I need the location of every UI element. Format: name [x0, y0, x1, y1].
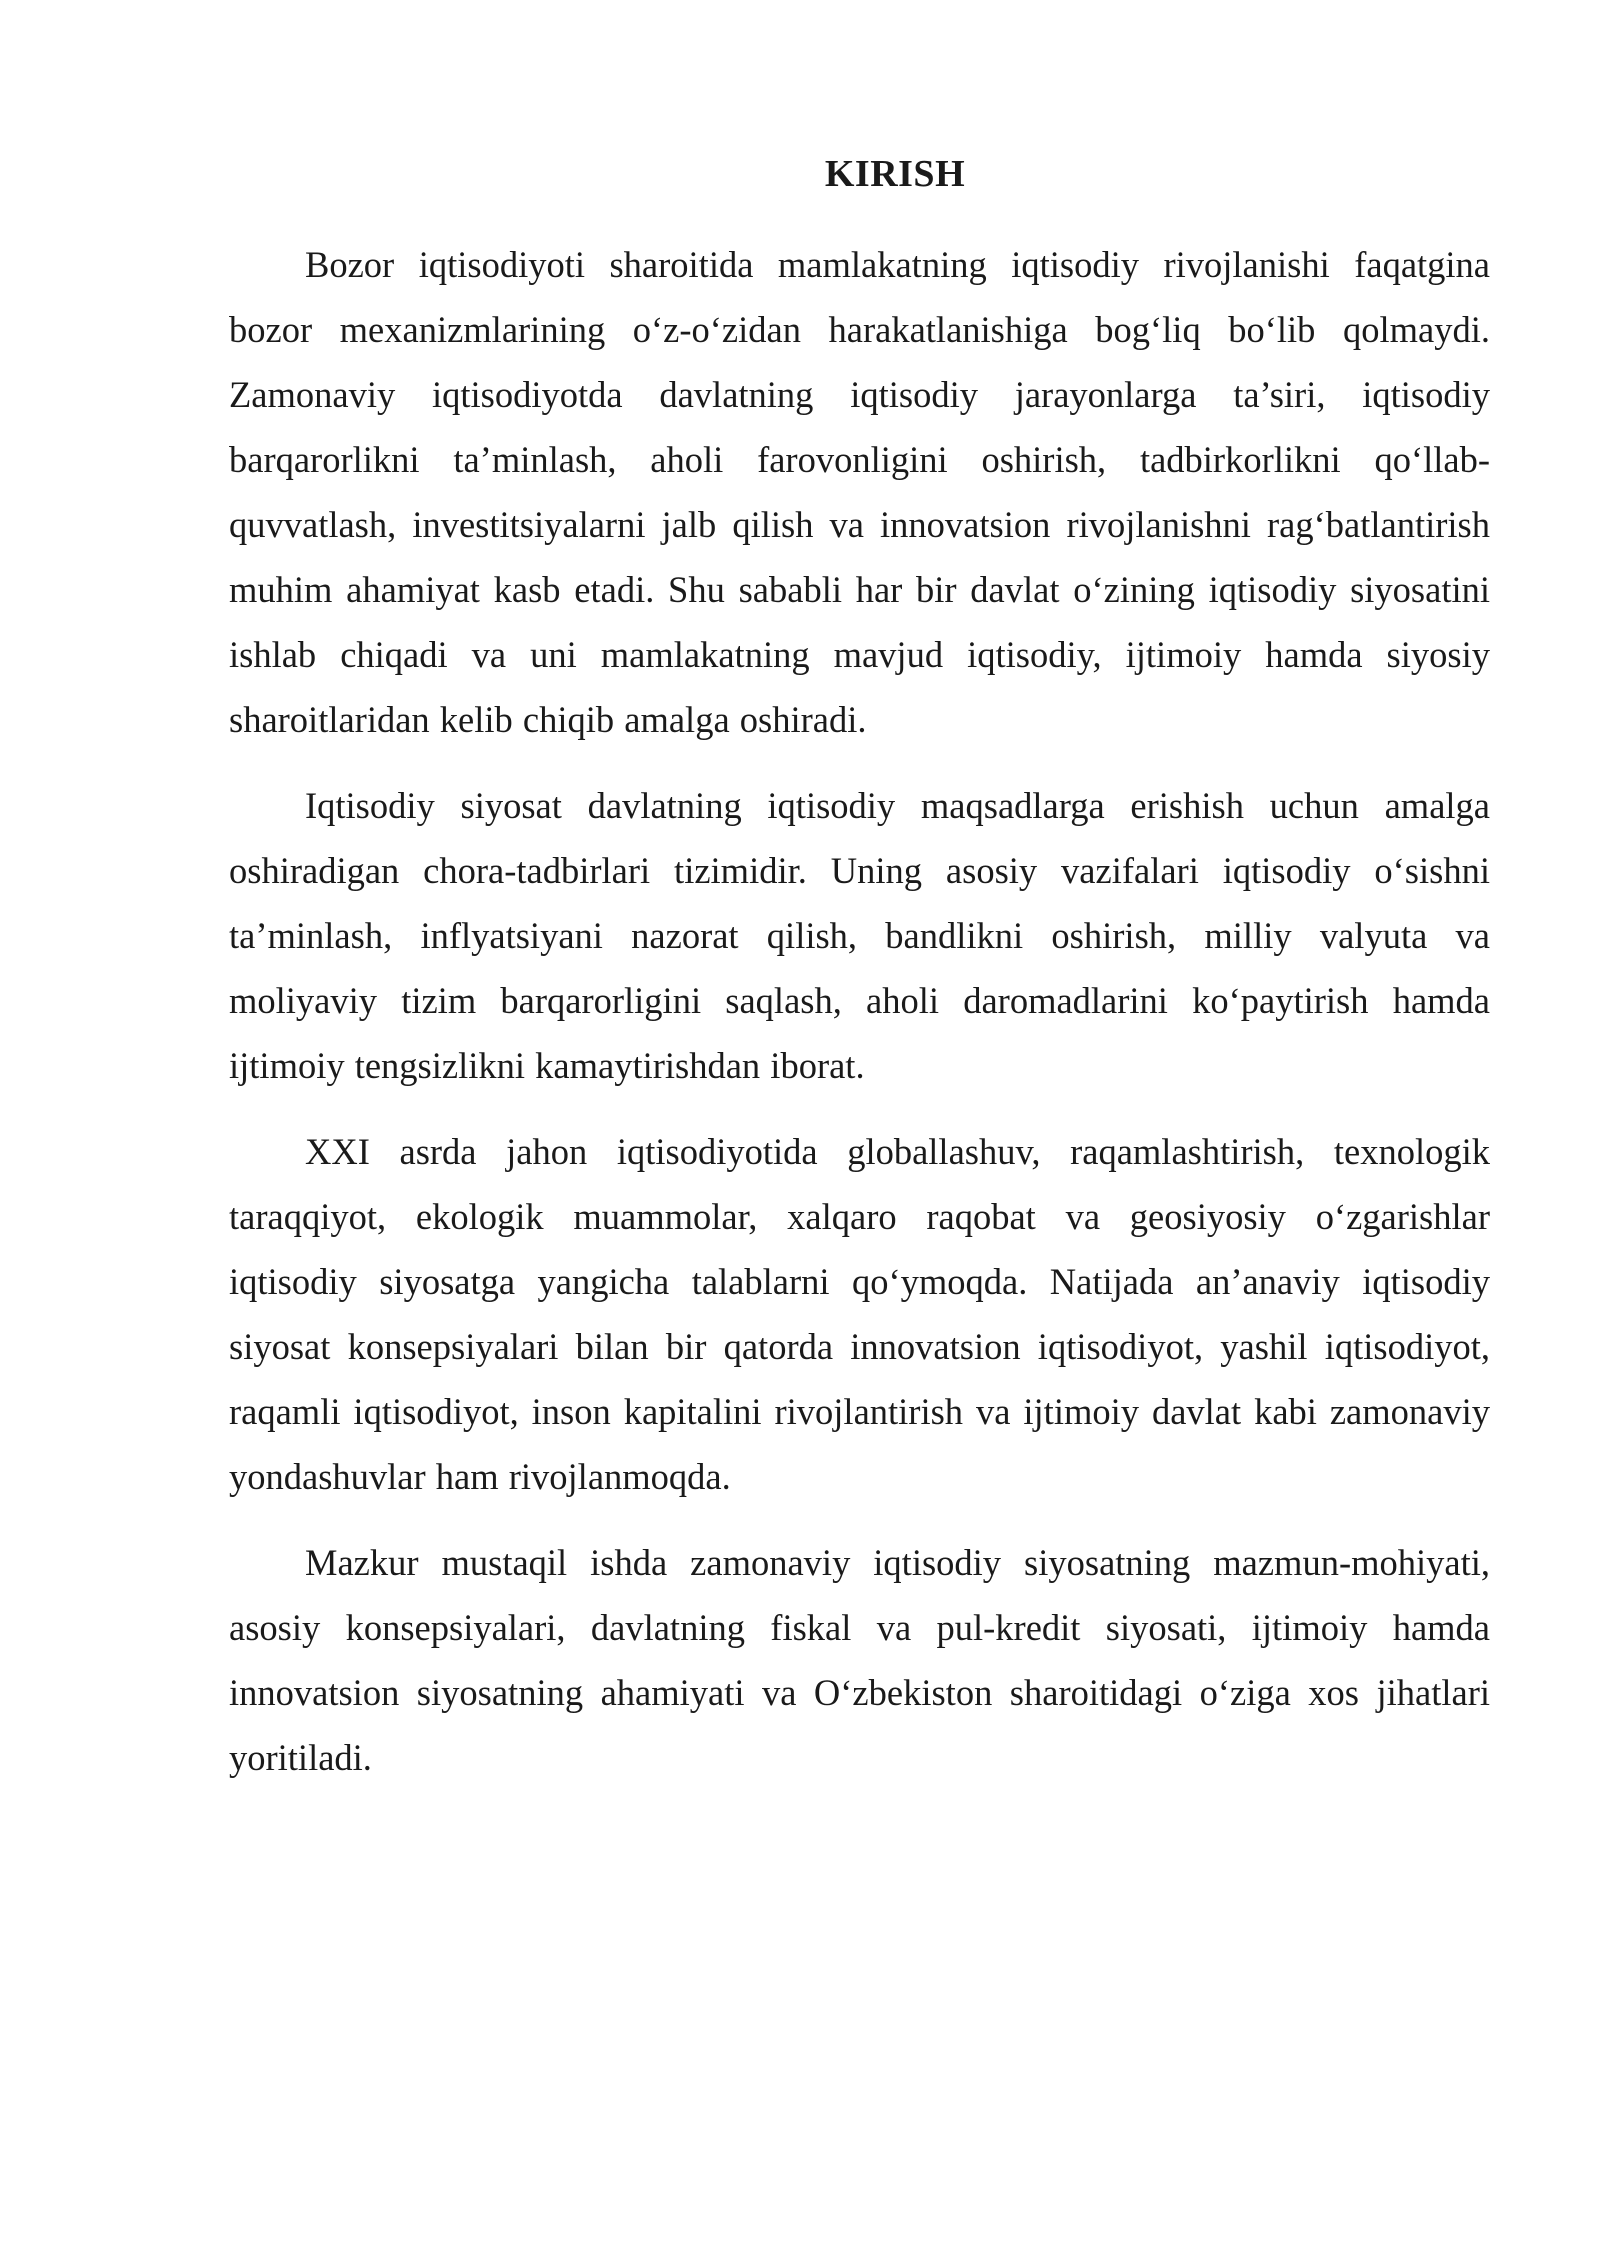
paragraph-1: Bozor iqtisodiyoti sharoitida mamlakatning iqtisodiy rivojlanishi faqatgina bozor mexanizmlarining o‘z-o‘zidan harakatlanishiga bog‘liq bo‘lib qolmaydi. Zamonaviy iqtisodiyotda davlatning iqtisodiy jarayonlarga ta’siri, iqtisodiy barqarorlikni ta’minlash, aholi farovonligini oshirish, tadbirkorlikni qo‘llab-quvvatlash, investitsiyalarni jalb qilish va innovatsion rivojlanishni rag‘batlantirish muhim ahamiyat kasb etadi. Shu sababli har bir davlat o‘zining iqtisodiy siyosatini ishlab chiqadi va uni mamlakatning mavjud iqtisodiy, ijtimoiy hamda siyosiy sharoitlaridan kelib chiqib amalga oshiradi. — [229, 244, 1490, 740]
page-title: KIRISH — [824, 153, 966, 195]
paragraph-3: XXI asrda jahon iqtisodiyotida globallashuv, raqamlashtirish, texnologik taraqqiyot, ekologik muammolar, xalqaro raqobat va geosiyosiy o‘zgarishlar iqtisodiy siyosatga yangicha talablarni qo‘ymoqda. Natijada an’anaviy iqtisodiy siyosat konsepsiyalari bilan bir qatorda innovatsion iqtisodiyot, yashil iqtisodiyot, raqamli iqtisodiyot, inson kapitalini rivojlantirish va ijtimoiy davlat kabi zamonaviy yondashuvlar ham rivojlanmoqda. — [229, 1131, 1490, 1497]
document-body — [229, 232, 1490, 1811]
paragraph-2: Iqtisodiy siyosat davlatning iqtisodiy maqsadlarga erishish uchun amalga oshiradigan chora-tadbirlari tizimidir. Uning asosiy vazifalari iqtisodiy o‘sishni ta’minlash, inflyatsiyani nazorat qilish, bandlikni oshirish, milliy valyuta va moliyaviy tizim barqarorligini saqlash, aholi daromadlarini ko‘paytirish hamda ijtimoiy tengsizlikni kamaytirishdan iborat. — [229, 785, 1490, 1086]
paragraph-4: Mazkur mustaqil ishda zamonaviy iqtisodiy siyosatning mazmun-mohiyati, asosiy konsepsiyalari, davlatning fiskal va pul-kredit siyosati, ijtimoiy hamda innovatsion siyosatning ahamiyati va O‘zbekiston sharoitidagi o‘ziga xos jihatlari yoritiladi. — [229, 1542, 1490, 1778]
